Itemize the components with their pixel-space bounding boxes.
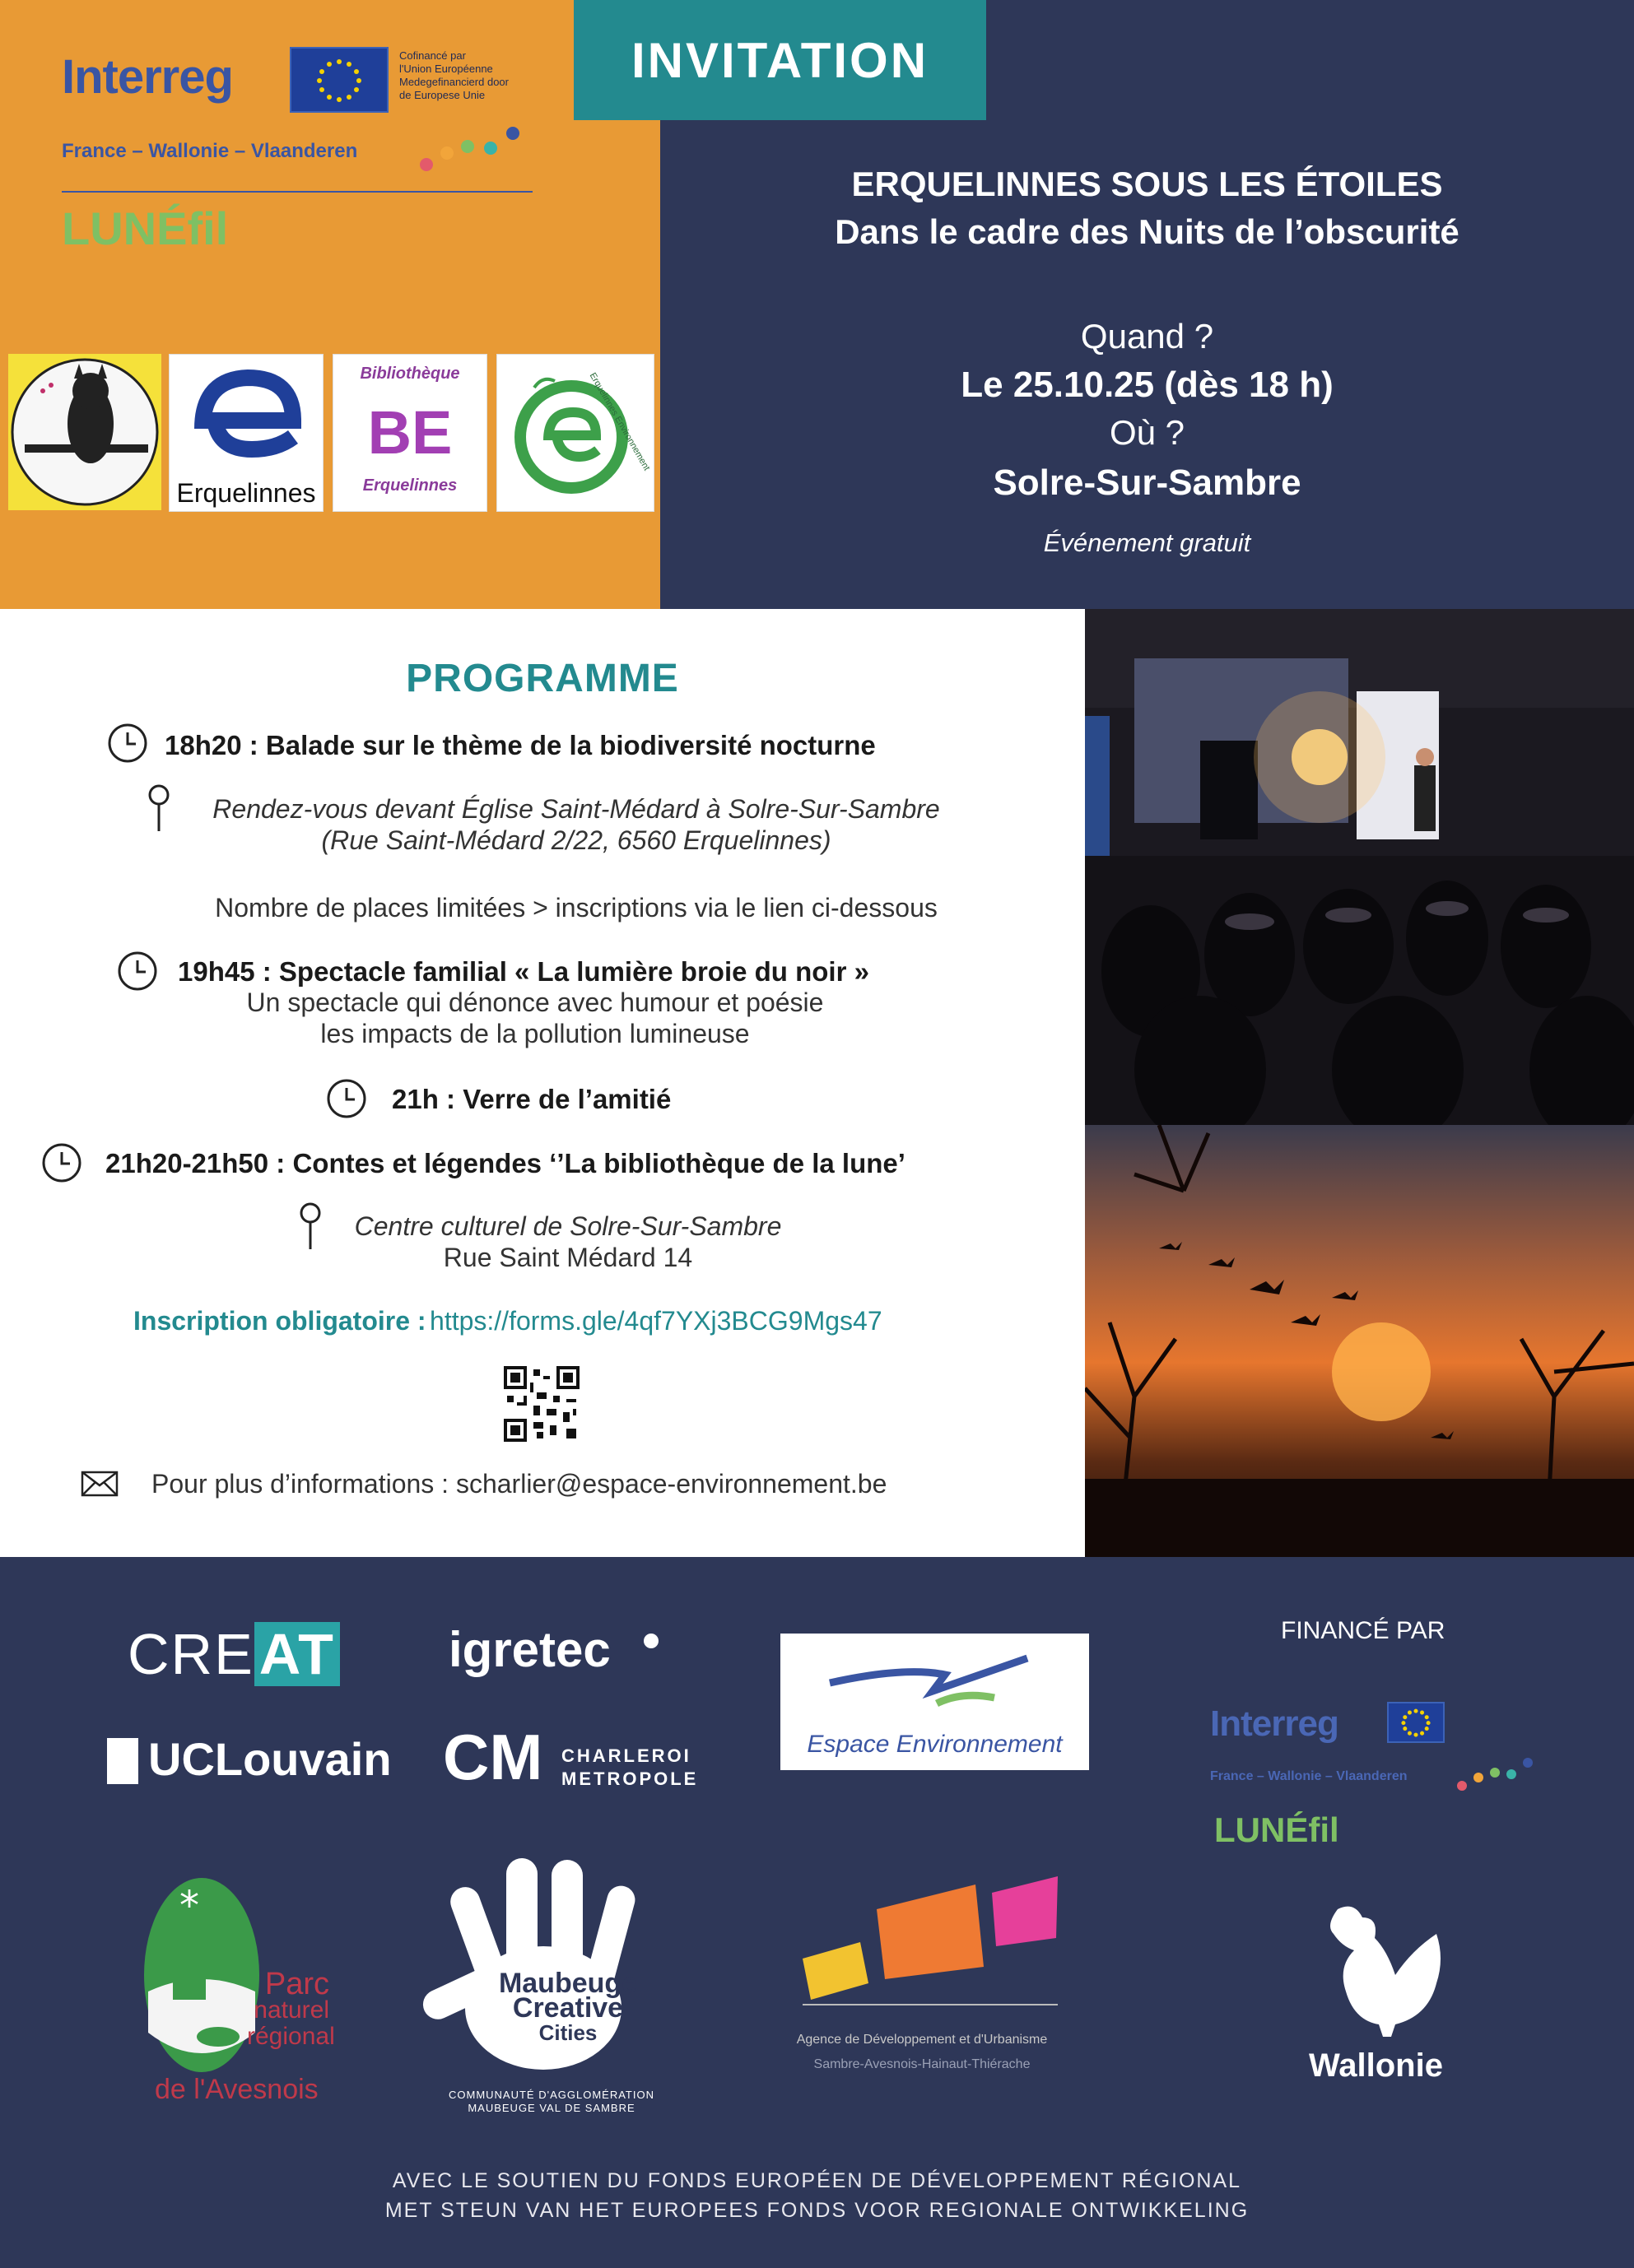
erquelinnes-logo xyxy=(169,354,324,512)
rooster-icon xyxy=(1305,1901,1461,2041)
parc-line3: régional xyxy=(247,2023,335,2050)
footer-line-2: MET STEUN VAN HET EUROPEES FONDS VOOR REGIONALE ONTWIKKELING xyxy=(384,2199,1250,2222)
creat-logo xyxy=(128,1621,340,1687)
espace-environnement-label: Espace Environnement xyxy=(807,1731,1063,1758)
programme-item-4: 21h20-21h50 : Contes et légendes ‘’La bibliothèque de la lune’ xyxy=(105,1148,905,1178)
environnement-ring-text: Erquelinnes Environnement xyxy=(587,371,652,473)
finance-par-label: FINANCÉ PAR xyxy=(1281,1617,1445,1644)
igretec-logo: igretec xyxy=(449,1622,611,1677)
eu-text-line: Medegefinancierd door xyxy=(399,76,509,88)
erquelinnes-caption: Erquelinnes xyxy=(176,478,316,508)
charleroi-line2: METROPOLE xyxy=(561,1768,699,1789)
creat-logo-b: AT xyxy=(254,1622,340,1686)
eu-cofinance-text xyxy=(399,49,539,102)
bibliotheque-logo xyxy=(333,354,487,512)
eu-text-line: l'Union Européenne xyxy=(399,63,493,75)
maubeuge-sub-line2: MAUBEUGE VAL DE SAMBRE xyxy=(468,2102,635,2114)
eu-flag-icon xyxy=(290,47,389,113)
programme-item-3: 21h : Verre de l’amitié xyxy=(392,1084,672,1114)
bibliotheque-mark: BE xyxy=(367,398,453,467)
bibliotheque-top: Bibliothèque xyxy=(360,365,460,383)
inscription-label: Inscription obligatoire : xyxy=(133,1306,426,1336)
igretec-dot xyxy=(644,1634,659,1648)
charleroi-line1: CHARLEROI xyxy=(561,1745,691,1766)
erquelinnes-environnement-logo xyxy=(496,354,654,512)
uclouvain-icon xyxy=(107,1738,138,1784)
item-4-location-line1: Centre culturel de Solre-Sur-Sambre xyxy=(354,1211,782,1241)
creat-logo-a: CRE xyxy=(128,1622,254,1686)
cm-logo: CM xyxy=(443,1721,543,1793)
uclouvain-logo: UCLouvain xyxy=(148,1733,392,1785)
agence-divider xyxy=(803,2004,1058,2005)
agence-developpement-logo xyxy=(794,1876,1058,2000)
where-label: Où ? xyxy=(1109,413,1185,452)
programme-title: PROGRAMME xyxy=(406,657,679,700)
maubeuge-logo-text xyxy=(461,1968,675,2045)
free-event-note: Événement gratuit xyxy=(1043,528,1251,557)
item-2-description-line2: les impacts de la pollution lumineuse xyxy=(320,1019,750,1048)
footer-line-1: AVEC LE SOUTIEN DU FONDS EUROPÉEN DE DÉVELOPPEMENT RÉGIONAL xyxy=(392,2169,1242,2192)
places-limited-note: Nombre de places limitées > inscriptions via le lien ci-dessous xyxy=(215,893,938,923)
parc-naturel-text xyxy=(247,1967,335,2050)
owl-logo xyxy=(8,354,161,510)
event-place: Solre-Sur-Sambre xyxy=(993,462,1301,503)
maubeuge-line3: Cities xyxy=(538,2020,598,2045)
inscription-link[interactable]: https://forms.gle/4qf7YXj3BCG9Mgs47 xyxy=(430,1306,882,1336)
programme-item-2: 19h45 : Spectacle familial « La lumière broie du noir » xyxy=(178,956,869,987)
programme-item-1: 18h20 : Balade sur le thème de la biodiversité nocturne xyxy=(165,730,876,760)
event-title: ERQUELINNES SOUS LES ÉTOILES xyxy=(851,165,1443,203)
interreg-logo-word: Interreg xyxy=(62,50,233,104)
eu-flag-icon xyxy=(1387,1702,1445,1743)
maubeuge-sub-line1: COMMUNAUTÉ D'AGGLOMÉRATION xyxy=(449,2089,654,2101)
interreg-divider xyxy=(62,191,533,193)
qr-code[interactable] xyxy=(504,1366,580,1442)
parc-line1: Parc xyxy=(264,1967,329,2001)
inscription-line xyxy=(133,1306,882,1336)
item-2-description-line1: Un spectacle qui dénonce avec humour et poésie xyxy=(246,988,824,1017)
lunefil-logo-small: LUNÉfil xyxy=(1214,1810,1339,1849)
interreg-regions-small: France – Wallonie – Vlaanderen xyxy=(1210,1769,1408,1783)
when-label: Quand ? xyxy=(1080,317,1214,356)
maubeuge-line1: Maubeuge xyxy=(498,1968,638,1999)
sunset-birds-photo xyxy=(1085,1125,1634,1557)
mail-icon xyxy=(81,1471,119,1501)
item-1-location-line2: (Rue Saint-Médard 2/22, 6560 Erquelinnes) xyxy=(321,825,831,855)
item-1-location-line1: Rendez-vous devant Église Saint-Médard à Solre-Sur-Sambre xyxy=(212,794,940,824)
interreg-dots-small xyxy=(1457,1753,1539,1794)
svg-text:*: * xyxy=(179,1883,199,1929)
bibliotheque-bottom: Erquelinnes xyxy=(362,476,458,495)
item-4-location-line2: Rue Saint Médard 14 xyxy=(443,1243,693,1272)
parc-line2: naturel xyxy=(254,1996,329,2024)
parc-avesnois-text: de l'Avesnois xyxy=(155,2074,319,2105)
eu-text-line: de Europese Unie xyxy=(399,89,486,101)
event-subtitle: Dans le cadre des Nuits de l’obscurité xyxy=(835,212,1459,251)
interreg-regions: France – Wallonie – Vlaanderen xyxy=(62,140,358,162)
clock-icon xyxy=(41,1142,82,1187)
clock-icon xyxy=(326,1078,367,1123)
event-date: Le 25.10.25 (dès 18 h) xyxy=(961,365,1334,405)
wallonie-logo: Wallonie xyxy=(1309,2047,1443,2084)
espace-environnement-logo xyxy=(780,1634,1089,1770)
conference-photo xyxy=(1085,609,1634,1125)
contact-info[interactable]: Pour plus d’informations : scharlier@espace-environnement.be xyxy=(151,1469,887,1499)
maubeuge-subtitle xyxy=(428,2089,675,2115)
agence-region: Sambre-Avesnois-Hainaut-Thiérache xyxy=(813,2057,1031,2071)
parc-naturel-emblem xyxy=(140,1868,263,2074)
lunefil-logo: LUNÉfil xyxy=(62,202,229,254)
maubeuge-line2: Creative xyxy=(512,1992,624,2024)
interreg-dots xyxy=(420,123,535,173)
charleroi-metropole xyxy=(561,1745,698,1791)
invitation-label: INVITATION xyxy=(631,32,929,88)
interreg-logo-small: Interreg xyxy=(1210,1703,1338,1744)
clock-icon xyxy=(107,723,148,768)
invitation-banner xyxy=(574,0,986,120)
agence-name: Agence de Développement et d'Urbanisme xyxy=(796,2033,1048,2047)
eu-text-line: Cofinancé par xyxy=(399,49,466,62)
